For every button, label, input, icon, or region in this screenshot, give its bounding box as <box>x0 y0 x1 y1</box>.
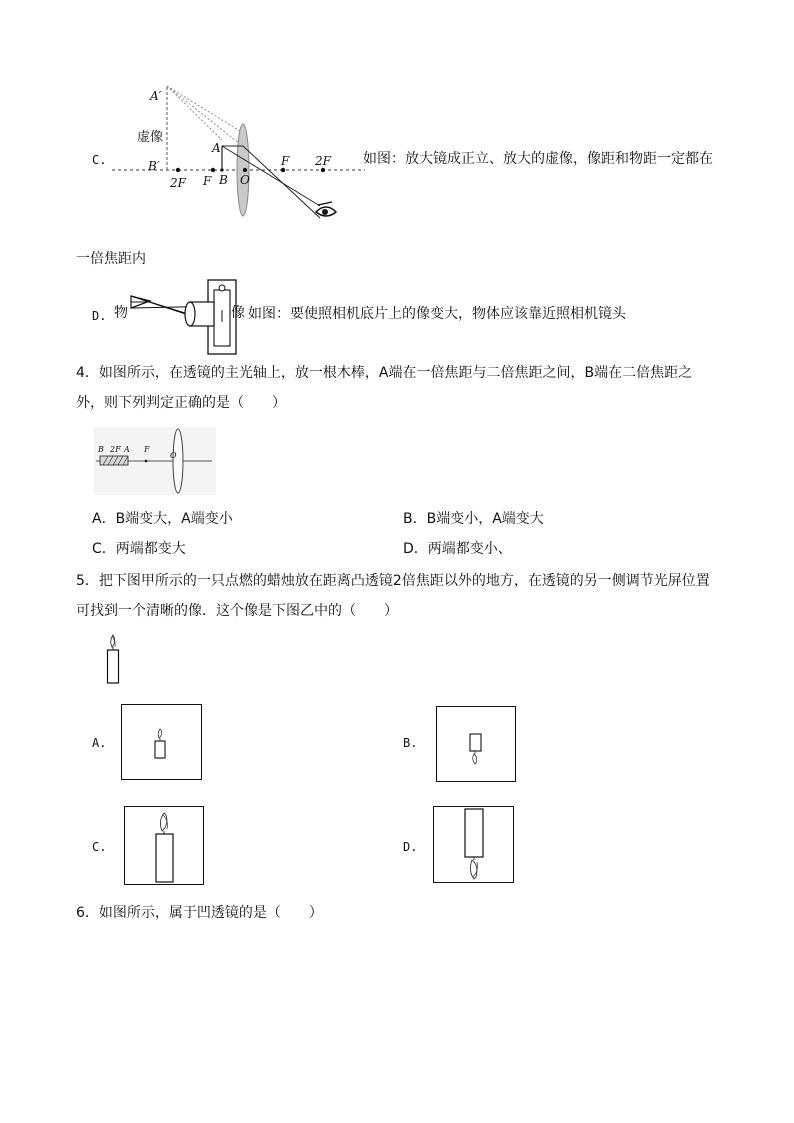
q5-option-d-label[interactable]: D. <box>403 840 418 854</box>
camera-diagram <box>128 276 238 356</box>
label-a: A <box>212 141 221 155</box>
q5-option-a-label[interactable]: A. <box>92 736 107 750</box>
label-f-left: F <box>203 174 212 188</box>
label-b: B <box>219 173 228 187</box>
q5-option-a-box[interactable] <box>121 704 202 780</box>
rod-label-b: B <box>98 445 104 454</box>
candle-icon <box>104 633 124 685</box>
source-candle <box>104 633 124 685</box>
camera-object-label: 物 <box>114 305 128 321</box>
q4-option-c[interactable]: C．两端都变大 <box>92 541 186 557</box>
label-f-right: F <box>281 154 290 168</box>
q5-option-b-box[interactable] <box>436 706 516 782</box>
rod-label-f: F <box>144 445 150 454</box>
q3-option-d-label: D. <box>92 309 107 323</box>
small-inverted-candle-icon <box>437 707 515 781</box>
q3-option-c-label: C. <box>92 153 107 167</box>
large-upright-candle-icon <box>125 807 203 884</box>
rod-label-o: O <box>170 451 177 460</box>
eye-icon <box>316 202 336 216</box>
rod-lens-diagram-svg <box>94 427 216 495</box>
large-inverted-candle-icon <box>434 807 513 882</box>
q5-option-b-label[interactable]: B. <box>403 736 418 750</box>
label-2f-right: 2F <box>315 154 331 168</box>
camera-image-label: 像 <box>231 305 245 321</box>
camera-diagram-svg <box>128 276 238 356</box>
label-a-prime: A′ <box>150 89 162 103</box>
q6-stem: 6．如图所示，属于凹透镜的是（ ） <box>76 905 323 921</box>
q3-option-c-text-cont: 一倍焦距内 <box>76 251 146 267</box>
rod-label-2f: 2F <box>110 445 121 454</box>
q4-stem-line1: 4．如图所示，在透镜的主光轴上，放一根木棒，A端在一倍焦距与二倍焦距之间，B端在二倍焦距之 <box>76 365 693 381</box>
q3-option-d-text: 如图：要使照相机底片上的像变大，物体应该靠近照相机镜头 <box>248 306 626 322</box>
magnifier-diagram <box>110 78 370 238</box>
q5-option-c-label[interactable]: C. <box>92 840 107 854</box>
label-o: O <box>240 173 250 187</box>
q4-option-d[interactable]: D．两端都变小、 <box>403 541 512 557</box>
rod-label-a: A <box>124 445 130 454</box>
small-upright-candle-icon <box>122 705 201 779</box>
q5-option-c-box[interactable] <box>124 806 204 885</box>
q4-option-a[interactable]: A．B端变大，A端变小 <box>92 511 233 527</box>
q4-option-b[interactable]: B．B端变小，A端变大 <box>403 511 544 527</box>
q4-stem-line2: 外，则下列判定正确的是（ ） <box>76 395 286 411</box>
q3-option-c-text: 如图：放大镜成正立、放大的虚像，像距和物距一定都在 <box>363 151 713 167</box>
label-virtual-image: 虚像 <box>137 130 164 145</box>
q5-option-d-box[interactable] <box>433 806 514 883</box>
q5-stem-line1: 5．把下图甲所示的一只点燃的蜡烛放在距离凸透镜2倍焦距以外的地方，在透镜的另一侧调节光屏位置 <box>76 573 710 589</box>
q5-stem-line2: 可找到一个清晰的像．这个像是下图乙中的（ ） <box>76 603 398 619</box>
rod-lens-diagram <box>94 427 216 495</box>
label-2f-left: 2F <box>170 176 186 190</box>
label-b-prime: B′ <box>148 159 160 173</box>
